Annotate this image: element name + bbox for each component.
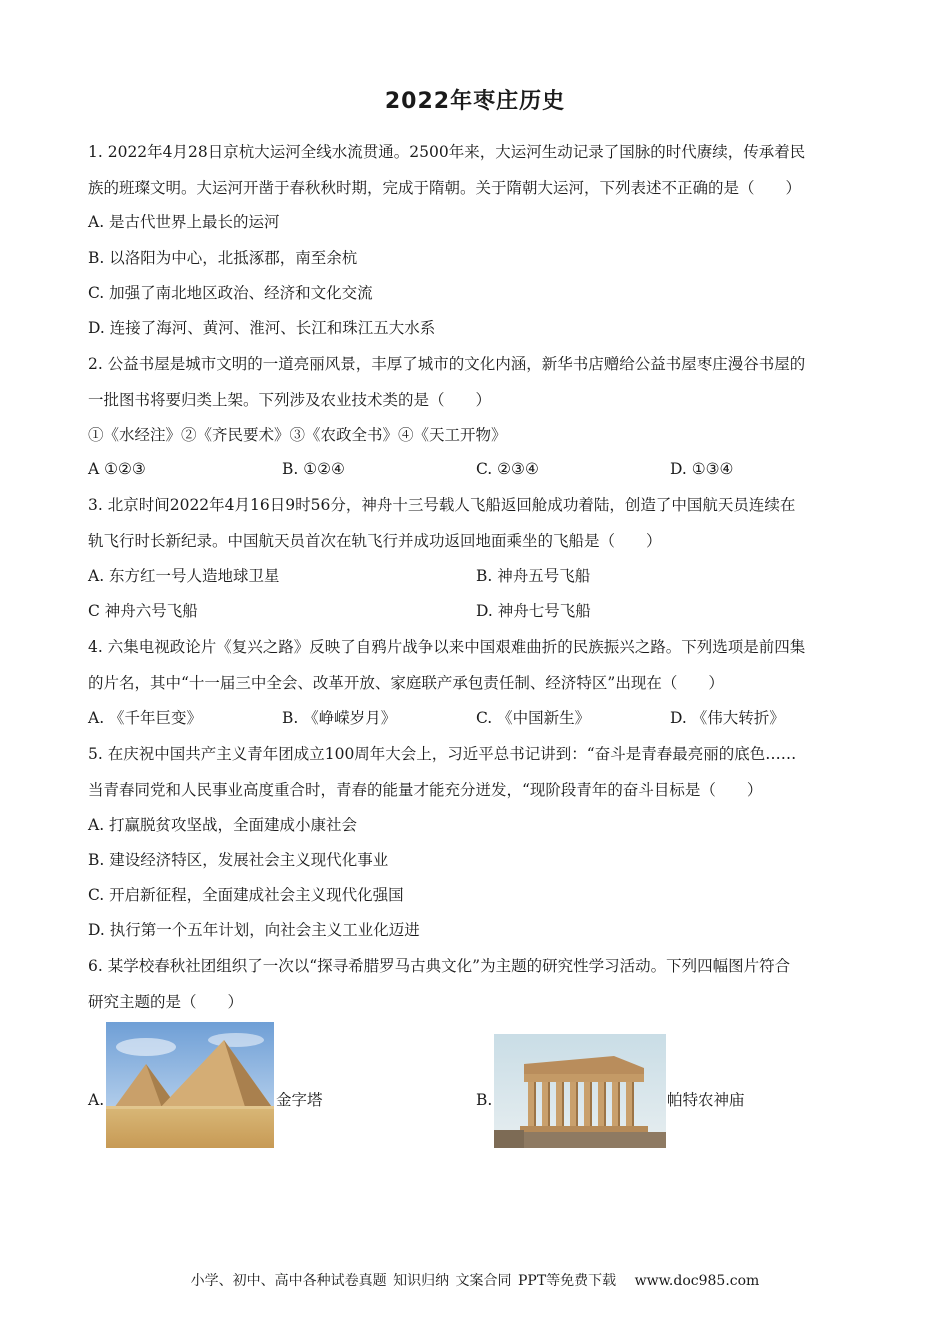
q2-option-c: C. ②③④ [476,460,539,478]
q3-option-c: C 神舟六号飞船 [88,602,198,620]
q6-option-a-letter: A. [88,1091,105,1109]
q6-option-b-letter: B. [476,1091,493,1109]
q1-stem-line1: 1. 2022年4月28日京杭大运河全线水流贯通。2500年来，大运河生动记录了国脉的时代赓续，传承着民 [88,143,806,161]
q1-stem-line2: 族的班璨文明。大运河开凿于春秋秋时期，完成于隋朝。关于隋朝大运河，下列表述不正确的是（ ） [88,179,802,197]
pyramids-image [106,1022,274,1148]
footer-text: 小学、初中、高中各种试卷真题 知识归纳 文案合同 PPT等免费下载 [190,1273,617,1289]
q3-stem-line2: 轨飞行时长新纪录。中国航天员首次在轨飞行并成功返回地面乘坐的飞船是（ ） [88,532,662,550]
footer [0,1270,950,1290]
q1-option-a: A. 是古代世界上最长的运河 [88,213,280,231]
q2-stem-line1: 2. 公益书屋是城市文明的一道亮丽风景，丰厚了城市的文化内涵，新华书店赠给公益书屋枣庄漫谷书屋的 [88,355,806,373]
q5-stem-line2: 当青春同党和人民事业高度重合时，青春的能量才能充分迸发，“现阶段青年的奋斗目标是（ ） [88,781,763,799]
pyramids-illustration [106,1022,274,1148]
q5-option-c: C. 开启新征程，全面建成社会主义现代化强国 [88,886,404,904]
parthenon-illustration [494,1034,666,1148]
q3-option-b: B. 神舟五号飞船 [476,567,591,585]
page-title: 2022年枣庄历史 [384,89,566,114]
q5-option-b: B. 建设经济特区，发展社会主义现代化事业 [88,851,389,869]
q2-stem-line2: 一批图书将要归类上架。下列涉及农业技术类的是（ ） [88,391,492,409]
q2-option-b: B. ①②④ [282,460,345,478]
q1-option-d: D. 连接了海河、黄河、淮河、长江和珠江五大水系 [88,319,436,337]
footer-url[interactable]: www.doc985.com [634,1273,760,1289]
q1-option-c: C. 加强了南北地区政治、经济和文化交流 [88,284,373,302]
q4-option-b: B. 《峥嵘岁月》 [282,709,397,727]
q6-stem-line1: 6. 某学校春秋社团组织了一次以“探寻希腊罗马古典文化”为主题的研究性学习活动。下列四幅图片符合 [88,957,791,975]
q5-stem-line1: 5. 在庆祝中国共产主义青年团成立100周年大会上，习近平总书记讲到：“奋斗是青春最亮丽的底色…… [88,745,797,763]
q5-option-d: D. 执行第一个五年计划，向社会主义工业化迈进 [88,921,420,939]
q2-stem-line3: ①《水经注》②《齐民要术》③《农政全书》④《天工开物》 [88,426,507,444]
q3-option-d: D. 神舟七号飞船 [476,602,591,620]
q4-option-d: D. 《伟大转折》 [670,709,785,727]
q4-option-c: C. 《中国新生》 [476,709,591,727]
q1-option-b: B. 以洛阳为中心，北抵涿郡，南至余杭 [88,249,358,267]
q5-option-a: A. 打赢脱贫攻坚战，全面建成小康社会 [88,816,358,834]
q3-option-a: A. 东方红一号人造地球卫星 [88,567,280,585]
q2-option-a: A ①②③ [88,460,146,478]
q6-option-b-caption: 帕特农神庙 [667,1091,745,1109]
q3-stem-line1: 3. 北京时间2022年4月16日9时56分，神舟十三号载人飞船返回舱成功着陆，创造了中国航天员连续在 [88,496,796,514]
q6-option-a-caption: 金字塔 [276,1091,323,1109]
q4-option-a: A. 《千年巨变》 [88,709,203,727]
q2-option-d: D. ①③④ [670,460,734,478]
q6-stem-line2: 研究主题的是（ ） [88,993,244,1011]
q4-stem-line2: 的片名，其中“十一届三中全会、改革开放、家庭联产承包责任制、经济特区”出现在（ ） [88,674,724,692]
parthenon-image [494,1034,666,1148]
q4-stem-line1: 4. 六集电视政论片《复兴之路》反映了自鸦片战争以来中国艰难曲折的民族振兴之路。下列选项是前四集 [88,638,806,656]
